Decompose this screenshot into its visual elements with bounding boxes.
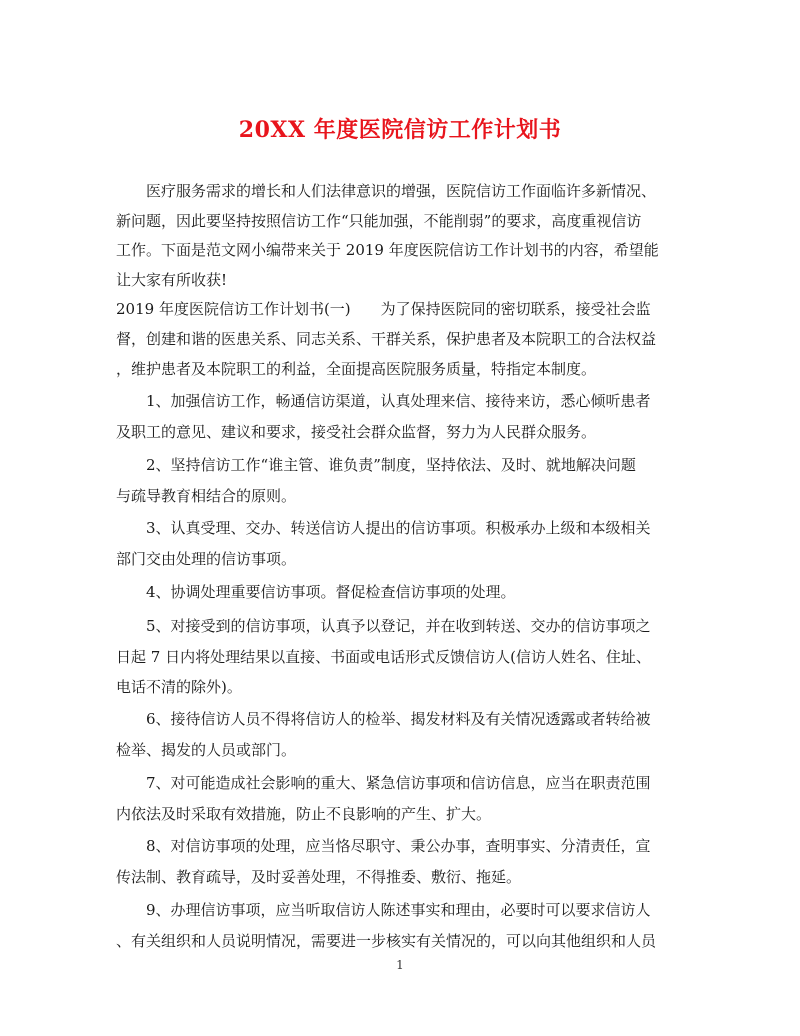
paragraph-line: 让大家有所收获! <box>116 270 228 289</box>
list-item-line: 及职工的意见、建议和要求，接受社会群众监督，努力为人民群众服务。 <box>116 423 597 442</box>
paragraph-line: 督，创建和谐的医患关系、同志关系、干群关系，保护患者及本院职工的合法权益 <box>116 329 657 348</box>
list-item-line: 、有关组织和人员说明情况，需要进一步核实有关情况的，可以向其他组织和人员 <box>116 931 657 950</box>
list-item-line: 1、加强信访工作，畅通信访渠道，认真处理来信、接待来访，悉心倾听患者 <box>146 392 651 411</box>
paragraph-line: 新问题，因此要坚持按照信访工作“只能加强，不能削弱”的要求，高度重视信访 <box>116 211 642 230</box>
document-body <box>116 177 688 957</box>
list-item-line: 4、协调处理重要信访事项。督促检查信访事项的处理。 <box>146 582 516 601</box>
list-item-line: 内依法及时采取有效措施，防止不良影响的产生、扩大。 <box>116 804 492 823</box>
list-item-line: 2、坚持信访工作“谁主管、谁负责”制度，坚持依法、及时、就地解决问题 <box>146 455 636 474</box>
paragraph-line: ，维护患者及本院职工的利益，全面提高医院服务质量，特指定本制度。 <box>116 359 597 378</box>
paragraph-line: 2019 年度医院信访工作计划书(一) 为了保持医院同的密切联系，接受社会监 <box>116 300 651 319</box>
list-item-line: 9、办理信访事项，应当听取信访人陈述事实和理由，必要时可以要求信访人 <box>146 900 651 919</box>
list-item-line: 传法制、教育疏导，及时妥善处理，不得推委、敷衍、拖延。 <box>116 868 522 887</box>
list-item-line: 日起 7 日内将处理结果以直接、书面或电话形式反馈信访人(信访人姓名、住址、 <box>116 647 651 666</box>
list-item-line: 检举、揭发的人员或部门。 <box>116 741 297 760</box>
list-item-line: 6、接待信访人员不得将信访人的检举、揭发材料及有关情况透露或者转给被 <box>146 710 651 729</box>
list-item-line: 3、认真受理、交办、转送信访人提出的信访事项。积极承办上级和本级相关 <box>146 519 651 538</box>
list-item-line: 部门交由处理的信访事项。 <box>116 550 297 569</box>
list-item-line: 7、对可能造成社会影响的重大、紧急信访事项和信访信息，应当在职责范围 <box>146 773 651 792</box>
list-item-line: 8、对信访事项的处理，应当恪尽职守、秉公办事，查明事实、分清责任，宣 <box>146 837 651 856</box>
paragraph-line: 医疗服务需求的增长和人们法律意识的增强，医院信访工作面临许多新情况、 <box>146 182 657 200</box>
paragraph-line: 工作。下面是范文网小编带来关于 2019 年度医院信访工作计划书的内容，希望能 <box>116 241 659 260</box>
list-item-line: 电话不清的除外)。 <box>116 677 242 696</box>
list-item-line: 与疏导教育相结合的原则。 <box>116 486 297 505</box>
page-number: 1 <box>396 958 404 972</box>
list-item-line: 5、对接受到的信访事项，认真予以登记，并在收到转送、交办的信访事项之 <box>146 616 651 635</box>
document-title: 20XX 年度医院信访工作计划书 <box>238 117 562 143</box>
